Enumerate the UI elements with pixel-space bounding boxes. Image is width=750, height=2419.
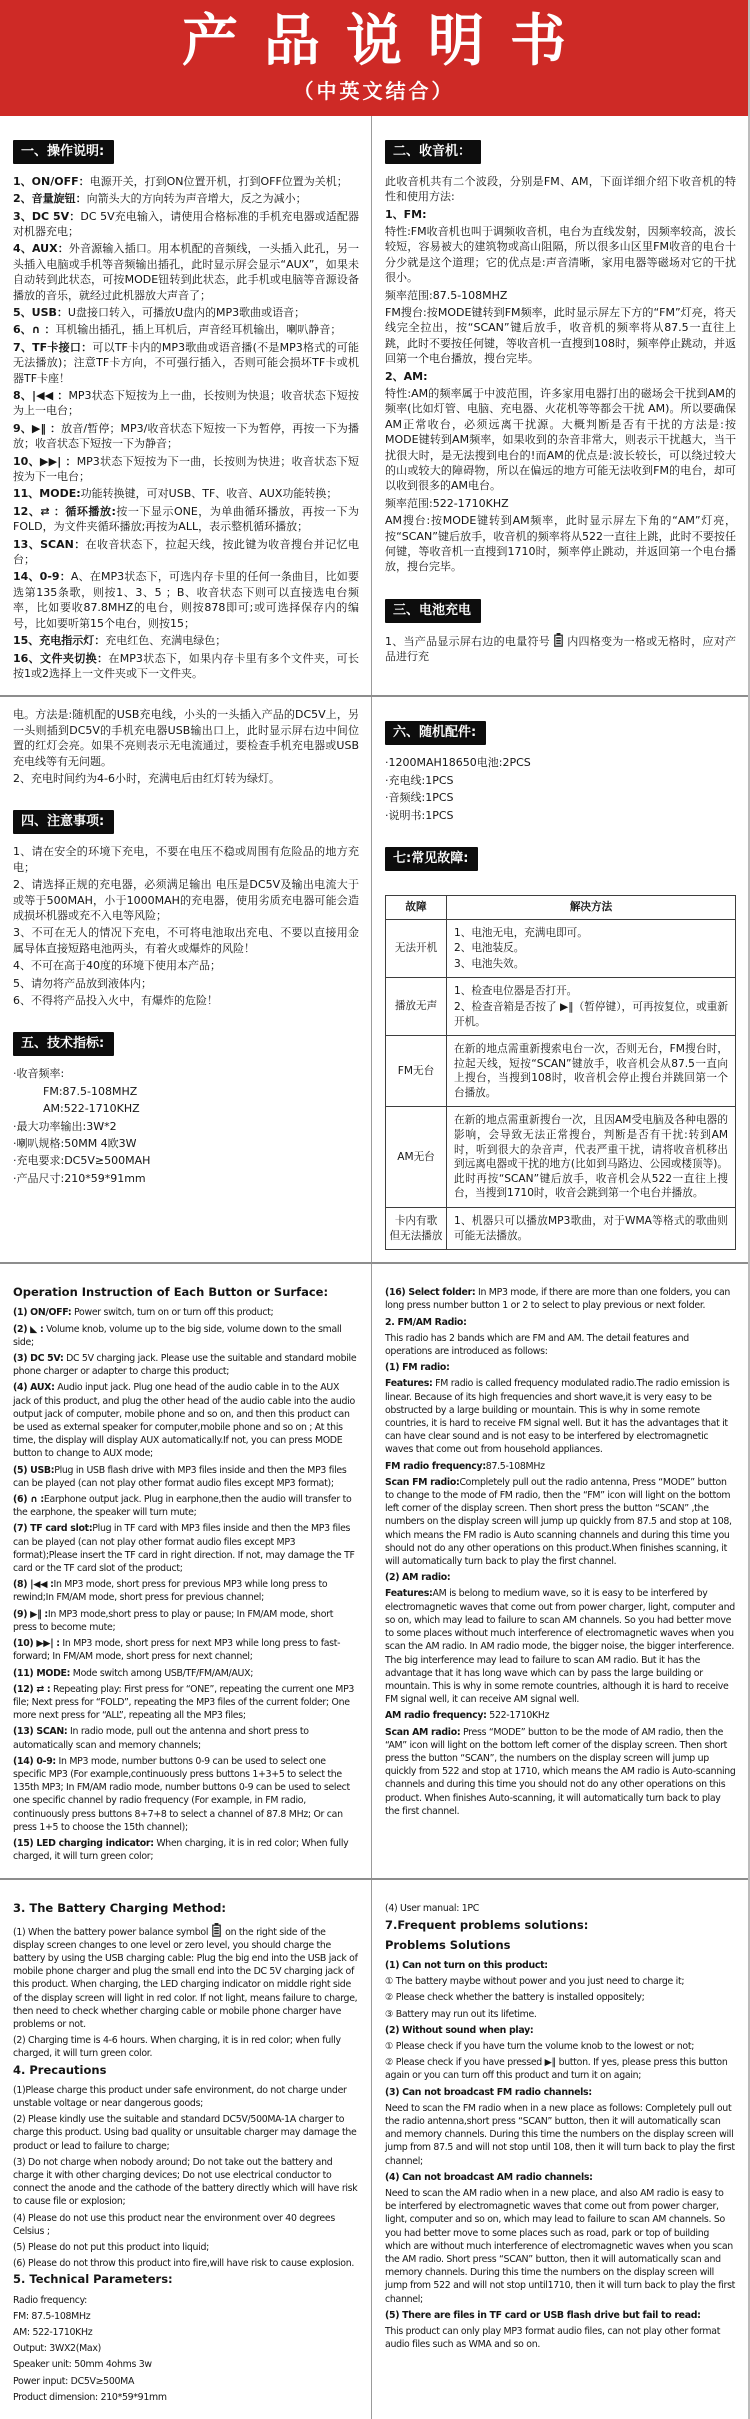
sub-heading: 2. FM/AM Radio: bbox=[385, 1316, 467, 1328]
item-label: FM radio frequency: bbox=[385, 1460, 486, 1472]
list-item bbox=[13, 454, 359, 485]
item-label: (14) 0-9: bbox=[13, 1755, 56, 1767]
sub-heading: 3. The Battery Charging Method: bbox=[13, 1901, 227, 1916]
item-text: 电源开关，打到ON位置开机，打到OFF位置为关机； bbox=[89, 174, 348, 188]
list-item bbox=[13, 305, 359, 320]
sub-heading: (5) There are files in TF card or USB flash drive but fail to read: bbox=[385, 2309, 701, 2321]
item-text: A、在MP3状态下，可选内存卡里的任何一条曲目，比如要选第135条歌，则按1、3、5 ；B、收音状态下则可以直接选电台频率，比如要收87.8MHZ的电台，则按878即可;或可选择保存内的编号，比如要听第15个电台，则按15； bbox=[13, 570, 359, 630]
list-item bbox=[13, 651, 359, 682]
solution-cell bbox=[447, 1208, 736, 1250]
paragraph: 3、不可在无人的情况下充电，不可将电池取出充电、不要以直接用金属导体直接短路电池两头，有着火或爆炸的风险！ bbox=[13, 926, 359, 955]
list-item bbox=[13, 633, 359, 648]
solution-line: 2、检查音箱是否按了 ▶‖（暂停键），可再按复位，或重新开机。 bbox=[454, 1000, 728, 1028]
paragraph: 频率范围:87.5-108MHZ bbox=[385, 288, 508, 302]
list-item bbox=[13, 209, 359, 240]
item-label: 8、|◀◀ ： bbox=[13, 389, 69, 402]
item-label: 6、∩ ： bbox=[13, 323, 56, 337]
battery-icon bbox=[554, 633, 563, 647]
list-item bbox=[13, 1755, 359, 1834]
solution-line: 在新的地点需重新搜索电台一次，否则无台，FM搜台时，拉起天线，短按“SCAN”键放手，收音机会从87.5一直向上搜台，当搜到108时，收音机会停止搜台并跳回第一个台播放。 bbox=[454, 1043, 728, 1099]
item-text: In MP3 mode, short press for previous MP3 while long press to rewind;In FM/AM mode, short press for previous channel; bbox=[13, 1579, 328, 1604]
paragraph: AM:522-1710KHZ bbox=[43, 1102, 140, 1116]
list-item bbox=[13, 486, 359, 501]
item-text: 可以TF卡内的MP3歌曲或语音播(不是MP3格式的可能无法播放)；注意TF卡方向，不可强行插入，否则可能会损坏TF卡或机器TF卡座！ bbox=[13, 340, 359, 385]
solution-line: 2、电池装反。 bbox=[454, 942, 525, 955]
list-item bbox=[385, 1286, 736, 1312]
list-item bbox=[13, 569, 359, 631]
item-label: (13) SCAN: bbox=[13, 1726, 68, 1738]
band4-right-column bbox=[372, 1880, 748, 2419]
paragraph: ·音频线:1PCS bbox=[385, 791, 454, 805]
paragraph: Output: 3WX2(Max) bbox=[13, 2343, 101, 2355]
table-row bbox=[386, 919, 736, 978]
paragraph: ·充电线:1PCS bbox=[385, 773, 454, 787]
item-text: Completely pull out the radio antenna, Press “MODE” button to change to the mode of FM radio, then the “FM” icon will light on the bottom left corner of the display screen. Then short press the button “SCAN” ,the numbers on the display screen will jump up quickly from 87.5 and stop at 108, which means the FM radio is Auto scanning channels and during this time you should not do any other operations on this product.When finishes scanning, it will automatically turn back to play the first channel. bbox=[385, 1476, 732, 1568]
sub-heading: Problems Solutions bbox=[385, 1937, 511, 1952]
list-item bbox=[13, 1306, 359, 1319]
paragraph: Need to scan the AM radio when in a new place, and also AM radio is easy to be interfered by electromagnetic waves that come out from power charger, light, computer and so on, which may lead to failure to scan AM channels. So you had better move to some places such as road, park or top of building which are without much interference of electromagnetic waves when you scan the AM radio. Short press “SCAN” button, then it will automatically scan and memory channels. During this time the numbers on the display screen will jump from 522 and will not stop until1710, then it will turn back to play the first channel; bbox=[385, 2188, 736, 2305]
item-label: (1) ON/OFF: bbox=[13, 1307, 72, 1319]
item-text: MP3状态下短按为下一曲，长按则为快进；收音状态下短按为下一电台； bbox=[13, 454, 359, 484]
band-2-chinese-notes-specs bbox=[0, 695, 748, 1262]
paragraph: ② Please check if you have pressed ▶‖ button. If yes, please press this button again or you can turn off this product and turn it on again; bbox=[385, 2057, 728, 2082]
item-label: 7、TF卡接口： bbox=[13, 340, 93, 354]
paragraph: 4、不可在高于40度的环境下使用本产品； bbox=[13, 959, 221, 973]
item-label: 4、AUX： bbox=[13, 242, 69, 256]
paragraph: ·充电要求:DC5V≥500MAH bbox=[13, 1154, 151, 1168]
paragraph: (2) Charging time is 4-6 hours. When charging, it is in red color; when fully charged, it will turn green color. bbox=[13, 2035, 341, 2060]
item-text: Press “MODE” button to be the mode of AM radio, then the “AM” icon will light on the bottom left corner of the display screen. Then short press the button “SCAN”, the numbers on the display screen will jump up quickly from 522 and stop at 1710, which means the AM radio is Auto-scanning channels and during this time you should not do any other operations on this product. When finishes Auto-scanning, it will automatically turn back to play the first channel. bbox=[385, 1726, 736, 1817]
sub-heading: (2) AM radio: bbox=[385, 1572, 451, 1584]
table-row bbox=[386, 1208, 736, 1250]
paragraph: ① The battery maybe without power and you just need to charge it; bbox=[385, 1976, 685, 1988]
paragraph: (4) User manual: 1PC bbox=[385, 1903, 480, 1915]
item-text: 在收音状态下，拉起天线，按此键为收音搜台并记忆电台； bbox=[13, 537, 359, 567]
list-item bbox=[13, 1352, 359, 1378]
paragraph: 2、请选择正规的充电器，必须满足输出 电压是DC5V及输出电流大于或等于500MAH，小于1000MAH的充电器，使用劣质充电器可能会造成损坏机器或充不入电等风险； bbox=[13, 878, 359, 922]
text-before-battery-icon: 1、当产品显示屏右边的电量符号 bbox=[385, 634, 550, 648]
list-item bbox=[13, 191, 359, 206]
item-text: In MP3 mode,short press to play or pause; In FM/AM mode, short press to become mute; bbox=[13, 1608, 334, 1633]
solution-cell bbox=[447, 1036, 736, 1107]
list-item bbox=[13, 1608, 359, 1634]
sub-heading: (3) Can not broadcast FM radio channels: bbox=[385, 2086, 592, 2098]
item-text: 87.5-108MHz bbox=[485, 1460, 545, 1472]
paragraph: 2、充电时间约为4-6小时，充满电后由红灯转为绿灯。 bbox=[13, 771, 280, 785]
item-text: 耳机输出插孔，插上耳机后，声音经耳机输出，喇叭静音； bbox=[55, 323, 342, 337]
item-text: Earphone output jack. Plug in earphone,then the audio will transfer to the earphone, the speaker will turn mute; bbox=[13, 1494, 352, 1519]
item-label: (6) ∩ : bbox=[13, 1494, 44, 1506]
band4-left-column bbox=[0, 1880, 372, 2419]
item-label: 12、⇄ ：循环播放: bbox=[13, 504, 116, 518]
table-header-row bbox=[386, 895, 736, 919]
fault-cell: 播放无声 bbox=[386, 978, 447, 1036]
paragraph: (3) Do not charge when nobody around; Do not take out the battery and charge it with other charging devices; Do not use electrical conductor to connect the anode and the cathode of the battery directly which will have risk to cause file or explosion; bbox=[13, 2156, 358, 2208]
paragraph: ③ Battery may run out its lifetime. bbox=[385, 2008, 537, 2020]
paragraph: This product can only play MP3 format audio files, can not play other format audio files such as WMA and so on. bbox=[385, 2326, 721, 2351]
paragraph: ·最大功率输出:3W*2 bbox=[13, 1119, 117, 1133]
page-title: 产品说明书 bbox=[182, 8, 592, 74]
sub-heading: 5. Technical Parameters: bbox=[13, 2272, 173, 2287]
item-text: Plug in TF card with MP3 files inside and then the MP3 files can be played (can not play other format audio files except MP3 format);Please insert the TF card in right direction. If not, may damage the TF card or the TF card slot of the product; bbox=[13, 1523, 355, 1575]
paragraph: ·喇叭规格:50MM 4欧3W bbox=[13, 1137, 137, 1151]
battery-icon bbox=[212, 1923, 221, 1937]
list-item bbox=[13, 340, 359, 386]
item-label: 13、SCAN： bbox=[13, 537, 86, 551]
list-item bbox=[13, 1578, 359, 1604]
paragraph: Radio frequency: bbox=[13, 2294, 88, 2306]
item-text: In MP3 mode, short press for next MP3 while long press to fast-forward; In FM/AM mode, short press for next channel; bbox=[13, 1638, 341, 1663]
item-label: (11) MODE: bbox=[13, 1667, 71, 1679]
band-3-english-operation-radio bbox=[0, 1262, 748, 1878]
section-heading: 一、操作说明: bbox=[13, 140, 114, 164]
paragraph: AM: 522-1710KHz bbox=[13, 2327, 93, 2339]
text-before-battery-icon: (1) When the battery power balance symbol bbox=[13, 1926, 209, 1938]
paragraph: FM: 87.5-108MHz bbox=[13, 2310, 91, 2322]
list-item bbox=[13, 1323, 359, 1349]
paragraph: ② Please check whether the battery is installed oppositely; bbox=[385, 1992, 645, 2004]
item-label: (15) LED charging indicator: bbox=[13, 1837, 154, 1849]
item-text: Plug in USB flash drive with MP3 files inside and then the MP3 files can be played (can not play other format audio files except MP3 format); bbox=[13, 1464, 347, 1489]
sub-heading: Operation Instruction of Each Button or Surface: bbox=[13, 1285, 329, 1300]
table-column-header: 故障 bbox=[386, 895, 447, 919]
paragraph: ·说明书:1PCS bbox=[385, 808, 454, 822]
paragraph: AM搜台:按MODE键转到AM频率，此时显示屏左下角的“AM”灯亮，按“SCAN”键后放手，收音机的频率将从522一直往上跳，此时不要按任何键，等收音机一直搜到1710时，频率停止跳动，并返回第一个电台播放，搜台完毕。 bbox=[385, 514, 736, 574]
paragraph: (6) Please do not throw this product into fire,will have risk to cause explosion. bbox=[13, 2258, 355, 2270]
band1-right-column bbox=[372, 116, 748, 696]
paragraph: 6、不得将产品投入火中，有爆炸的危险！ bbox=[13, 994, 218, 1007]
item-label: Scan FM radio: bbox=[385, 1476, 460, 1488]
item-text: 充电红色、充满电绿色； bbox=[105, 634, 227, 648]
item-label: 5、USB： bbox=[13, 305, 68, 319]
table-row bbox=[386, 1036, 736, 1107]
item-label: 16、文件夹切换： bbox=[13, 651, 109, 665]
fault-table bbox=[385, 895, 736, 1250]
item-text: When charging, it is in red color; When fully charged, it will turn green color; bbox=[13, 1837, 349, 1863]
item-label: Scan AM radio: bbox=[385, 1726, 461, 1738]
list-item bbox=[385, 1476, 736, 1568]
list-item bbox=[13, 388, 359, 419]
text-after-battery-icon: on the right side of the display screen changes to one level or zero level, you should charge the battery by using the USB charging cable: Plug the big end into the USB jack of mobile phone charger and plug the small end into the DC 5V charging jack of this product. When charging, the LED charging indicator on middle right side of the display screen will light in red color. If not light, means failure to charge, then need to check whether charging cable or mobile phone charger have problems or not. bbox=[13, 1926, 358, 2030]
list-item bbox=[13, 1522, 359, 1575]
item-text: 按一下显示ONE，为单曲循环播放，再按一下为FOLD，为文件夹循环播放;再按为ALL，表示整机循环播放； bbox=[13, 504, 359, 534]
list-item bbox=[13, 1381, 359, 1460]
sub-heading: 7.Frequent problems solutions: bbox=[385, 1917, 589, 1932]
table-row bbox=[386, 978, 736, 1036]
paragraph: 此收音机共有二个波段，分别是FM、AM，下面详细介绍下收音机的特性和使用方法: bbox=[385, 174, 736, 204]
band-4-english-charging-problems bbox=[0, 1878, 748, 2419]
band2-right-column bbox=[372, 697, 748, 1262]
paragraph: 特性:AM的频率属于中波范围，许多家用电器打出的磁场会干扰到AM的频率(比如灯管、电脑、充电器、火花机等等都会干扰 AM)。所以要确保AM正常收台，必须远离干扰源。大概判断是否有干扰的方法是:按MODE键转到AM频率，如果收到的杂音非常大，则表示干扰越大，当干扰很大时，是无法搜到电台的!而AM的优点是:波长较长，可以绕过较大的山或较大的障碍物，所以在偏远的地方可能无法收到FM的电台，却可以收到很多的AM电台。 bbox=[385, 387, 736, 493]
item-label: (3) DC 5V: bbox=[13, 1353, 64, 1365]
list-item bbox=[13, 421, 359, 452]
item-text: In MP3 mode, if there are more than one folders, you can long press number button 1 or 2 to select to play previous or next folder. bbox=[385, 1287, 731, 1312]
section-heading: 七:常见故障: bbox=[385, 847, 478, 871]
list-item bbox=[385, 1377, 736, 1456]
list-item bbox=[385, 1460, 736, 1473]
sub-heading: 4. Precautions bbox=[13, 2062, 107, 2077]
item-text: FM radio is called frequency modulated radio.The radio emission is linear. Because of its high frequencies and short wave,it is very easy to be obstructed by a large building or mountain. This is why in some remote countries, it is hard to receive FM signal well. But it has the advantages that it can have clear sound and is not easy to be interfered by electromagnetic waves that come out from household appliances. bbox=[385, 1378, 730, 1456]
table-column-header: 解决方法 bbox=[447, 895, 736, 919]
list-item bbox=[385, 1709, 736, 1722]
item-text: U盘接口转入，可播放U盘内的MP3歌曲或语音； bbox=[67, 305, 306, 319]
paragraph: (2) Please kindly use the suitable and standard DC5V/500MA-1A charger to charge this product. Using bad quality or unsuitable charger may damage the product or lead to failure to charge; bbox=[13, 2114, 357, 2152]
list-item bbox=[13, 174, 359, 189]
item-label: (7) TF card slot: bbox=[13, 1523, 93, 1535]
item-text: 外音源输入插口。用本机配的音频线，一头插入此孔，另一头插入电脑或手机等音频输出插孔，此时显示屏会显示“AUX”，如果未自动转到此状态，可按MODE钮转到此状态，此手机或电脑等音源设备播放的音乐，就经过此机器放大声音了； bbox=[13, 242, 359, 302]
item-label: Features: bbox=[385, 1378, 433, 1390]
item-label: 1、ON/OFF： bbox=[13, 174, 90, 188]
paragraph: (4) Please do not use this product near the environment over 40 degrees Celsius ; bbox=[13, 2212, 335, 2237]
band1-left-column bbox=[0, 116, 372, 696]
paragraph: (5) Please do not put this product into liquid; bbox=[13, 2242, 209, 2254]
header-banner bbox=[0, 0, 748, 116]
table-row bbox=[386, 1107, 736, 1208]
list-item bbox=[13, 537, 359, 568]
solution-line: 1、机器只可以播放MP3歌曲，对于WMA等格式的歌曲则可能无法播放。 bbox=[454, 1215, 728, 1242]
item-text: Repeating play: First press for “ONE”, repeating the current one MP3 file; Next press for “FOLD”, repeating the MP3 files of the current folder; One more next press for “ALL”, repeating all the MP3 files; bbox=[13, 1683, 355, 1722]
sub-heading: (1) FM radio: bbox=[385, 1362, 450, 1374]
item-text: 在MP3状态下，如果内存卡里有多个文件夹，可长按1或2选择上一文件夹或下一文件夹。 bbox=[13, 651, 359, 680]
paragraph: ·1200MAH18650电池:2PCS bbox=[385, 756, 531, 770]
list-item bbox=[385, 1726, 736, 1818]
list-item bbox=[13, 1725, 359, 1751]
item-text: DC 5V充电输入，请使用合格标准的手机充电器或适配器对机器充电； bbox=[13, 209, 359, 238]
paragraph: ·产品尺寸:210*59*91mm bbox=[13, 1171, 146, 1185]
item-text: Power switch, turn on or turn off this product; bbox=[71, 1307, 274, 1319]
list-item bbox=[13, 1683, 359, 1723]
paragraph: This radio has 2 bands which are FM and AM. The detail features and operations are introduced as follows: bbox=[385, 1332, 689, 1358]
band3-right-column bbox=[372, 1264, 748, 1878]
battery-charge-note bbox=[385, 633, 736, 665]
fault-cell: AM无台 bbox=[386, 1107, 447, 1208]
section-heading: 四、注意事项: bbox=[13, 810, 114, 834]
section-heading: 二、收音机： bbox=[385, 140, 481, 164]
paragraph: ·收音频率: bbox=[13, 1067, 65, 1081]
list-item bbox=[13, 1637, 359, 1663]
paragraph: FM搜台:按MODE键转到FM频率，此时显示屏左下方的“FM”灯亮，将天线完全拉出，按“SCAN”键后放手，收音机的频率将从87.5一直往上跳，此时不要按任何键，等收音机一直搜到108时，频率停止跳动，并返回第一个电台播放，搜台完毕。 bbox=[385, 305, 736, 366]
item-label: (12) ⇄ : bbox=[13, 1683, 51, 1695]
sub-heading: (4) Can not broadcast AM radio channels: bbox=[385, 2171, 593, 2183]
solution-cell bbox=[447, 978, 736, 1036]
page-subtitle: （中英文结合） bbox=[293, 78, 455, 103]
item-text: Audio input jack. Plug one head of the audio cable in to the AUX jack of this product, and plug the other head of the audio cable into the audio output jack of computer, mobile phone and so on, and then this product can be used as external speaker for computer,mobile phone and so on ; At this time, the display will display AUX automatically.If not, you can press MODE button to change to AUX mode; bbox=[13, 1382, 355, 1460]
sub-heading: (1) Can not turn on this product: bbox=[385, 1959, 548, 1971]
paragraph: 1、请在安全的环境下充电，不要在电压不稳或周围有危险品的地方充电； bbox=[13, 845, 359, 874]
paragraph: Speaker unit: 50mm 4ohms 3w bbox=[13, 2359, 152, 2371]
list-item bbox=[385, 1587, 736, 1706]
fault-cell: 无法开机 bbox=[386, 919, 447, 978]
item-label: (2) ◣ : bbox=[13, 1323, 44, 1335]
paragraph: 电。方法是:随机配的USB充电线，小头的一头插入产品的DC5V上，另一头则插到DC5V的手机充电器USB输出口上，此时显示屏右边中间位置的红灯会亮。如果不亮则表示无电流通过，要检查手机充电器或USB充电线等有无问题。 bbox=[13, 708, 359, 768]
band3-left-column bbox=[0, 1264, 372, 1878]
item-label: (4) AUX: bbox=[13, 1382, 55, 1394]
text-after-battery-icon: 内四格变为一格或无格时，应对产品进行充 bbox=[385, 634, 736, 664]
list-item bbox=[13, 1493, 359, 1519]
paragraph: (1)Please charge this product under safe environment, do not charge under unstable voltage or near dangerous goods; bbox=[13, 2084, 347, 2109]
item-label: AM radio frequency: bbox=[385, 1710, 487, 1722]
item-label: (9) ▶‖ : bbox=[13, 1608, 48, 1620]
item-label: 2、音量旋钮： bbox=[13, 192, 87, 206]
paragraph: Power input: DC5V≥500MA bbox=[13, 2375, 135, 2387]
solution-line: 1、检查电位器是否打开。 bbox=[454, 985, 578, 998]
solution-cell bbox=[447, 1107, 736, 1208]
item-label: 14、0-9： bbox=[13, 570, 71, 584]
paragraph: 5、请勿将产品放到液体内； bbox=[13, 976, 152, 990]
paragraph: ① Please check if you have turn the volume knob to the lowest or not; bbox=[385, 2040, 695, 2052]
item-text: 522-1710KHz bbox=[486, 1710, 550, 1722]
paragraph: Product dimension: 210*59*91mm bbox=[13, 2391, 167, 2403]
item-label: (10) ▶▶| : bbox=[13, 1638, 60, 1650]
item-text: 功能转换键，可对USB、TF、收音、AUX功能转换； bbox=[80, 487, 338, 501]
item-label: 15、充电指示灯： bbox=[13, 634, 106, 648]
section-heading: 三、电池充电 bbox=[385, 599, 481, 623]
battery-charge-note bbox=[13, 1923, 359, 2032]
list-item bbox=[13, 1837, 359, 1863]
item-text: AM is belong to medium wave, so it is easy to be interfered by electromagnetic waves that come out from power charger, light, computer and so on, which may lead to failure to scan AM channels. So you had better move to some places without much interference of electromagnetic waves when you scan the AM radio. In AM radio mode, the bigger noise, the bigger interference. The big interference may lead to failure to scan AM radio. But it has the advantage that it has long wave which can by pass the large building or mountain. This is why in some remote countries, although it is hard to receive FM signal well, it can receive AM signal well. bbox=[385, 1588, 735, 1706]
band-1-chinese-operation-radio bbox=[0, 116, 748, 696]
list-item bbox=[13, 322, 359, 337]
section-heading: 六、随机配件: bbox=[385, 721, 486, 745]
paragraph: Need to scan the FM radio when in a new place as follows: Completely pull out the radio antenna,short press “SCAN” button, then it will automatically scan and memory channels. During this time the numbers on the display screen will jump from 87.5 and will not stop until 108, then it will turn back to play the first channel; bbox=[385, 2102, 735, 2167]
section-heading: 五、技术指标: bbox=[13, 1032, 114, 1056]
item-label: Features: bbox=[385, 1588, 433, 1600]
item-label: (16) Select folder: bbox=[385, 1287, 476, 1299]
item-text: DC 5V charging jack. Please use the suitable and standard mobile phone charger or adapter to charge this product; bbox=[13, 1353, 357, 1378]
item-label: 11、MODE: bbox=[13, 487, 81, 501]
item-label: (5) USB: bbox=[13, 1464, 55, 1476]
sub-heading: (2) Without sound when play: bbox=[385, 2024, 534, 2036]
item-label: 10、▶▶| ： bbox=[13, 454, 77, 468]
sub-heading: 2、AM: bbox=[385, 369, 428, 383]
item-text: In MP3 mode, number buttons 0-9 can be used to select one specific MP3 (For example,continuously press buttons 1+3+5 to select the 135th MP3; In FM/AM radio mode, number buttons 0-9 can be used to select one specific channel by radio frequency (For example, in FM radio, continuously press buttons 8+7+8 to select a channel of 87.8 MHz; Or can press 1+5 to choose the 15th channel); bbox=[13, 1755, 350, 1833]
item-text: MP3状态下短按为上一曲，长按则为快退；收音状态下短按为上一电台； bbox=[13, 389, 360, 418]
fault-cell: FM无台 bbox=[386, 1036, 447, 1107]
item-text: 向箭头大的方向转为声音增大，反之为减小； bbox=[86, 192, 307, 206]
item-text: 放音/暂停；MP3/收音状态下短按一下为暂停，再按一下为播放；收音状态下短按一下为静音； bbox=[13, 421, 359, 451]
solution-line: 3、电池失效。 bbox=[454, 957, 525, 970]
list-item bbox=[13, 504, 359, 535]
list-item bbox=[13, 241, 359, 303]
list-item bbox=[13, 1464, 359, 1490]
item-label: 9、▶‖ ： bbox=[13, 421, 62, 435]
list-item bbox=[13, 1667, 359, 1680]
paragraph: 特性:FM收音机也叫于调频收音机，电台为直线发射，因频率较高，波长较短，容易被大的建筑物或高山阻隔，所以很多山区里FM收音的电台十分少就是这个道理；它的优点是:声音清晰，家用电器等磁场对它的干扰很小。 bbox=[385, 224, 736, 285]
paragraph: 频率范围:522-1710KHZ bbox=[385, 496, 509, 510]
band2-left-column bbox=[0, 697, 372, 1262]
solution-line: 在新的地点需重新搜台一次，且因AM受电脑及各种电器的影响，会导致无法正常搜台，判断是否有干扰:转到AM时，听到很大的杂音声，代表严重干扰，请将收音机移出到远离电器或干扰的地方(比如到马路边、公园或楼顶等)。此时再按“SCAN”键后放手，收音机会从522一直往上搜台，当搜到1710时，收音会跳到第一个电台并播放。 bbox=[454, 1114, 728, 1200]
solution-line: 1、电池无电，充满电即可。 bbox=[454, 926, 588, 939]
sub-heading: 1、FM: bbox=[385, 207, 427, 221]
item-text: Volume knob, volume up to the big side, volume down to the small side; bbox=[13, 1323, 342, 1348]
item-label: (8) |◀◀ : bbox=[13, 1579, 54, 1591]
fault-cell: 卡内有歌 但无法播放 bbox=[386, 1208, 447, 1250]
item-label: 3、DC 5V： bbox=[13, 209, 81, 223]
item-text: In radio mode, pull out the antenna and short press to automatically scan and memory channels; bbox=[13, 1726, 309, 1751]
item-text: Mode switch among USB/TF/FM/AM/AUX; bbox=[70, 1667, 254, 1679]
paragraph: FM:87.5-108MHZ bbox=[43, 1084, 138, 1098]
solution-cell bbox=[447, 919, 736, 978]
